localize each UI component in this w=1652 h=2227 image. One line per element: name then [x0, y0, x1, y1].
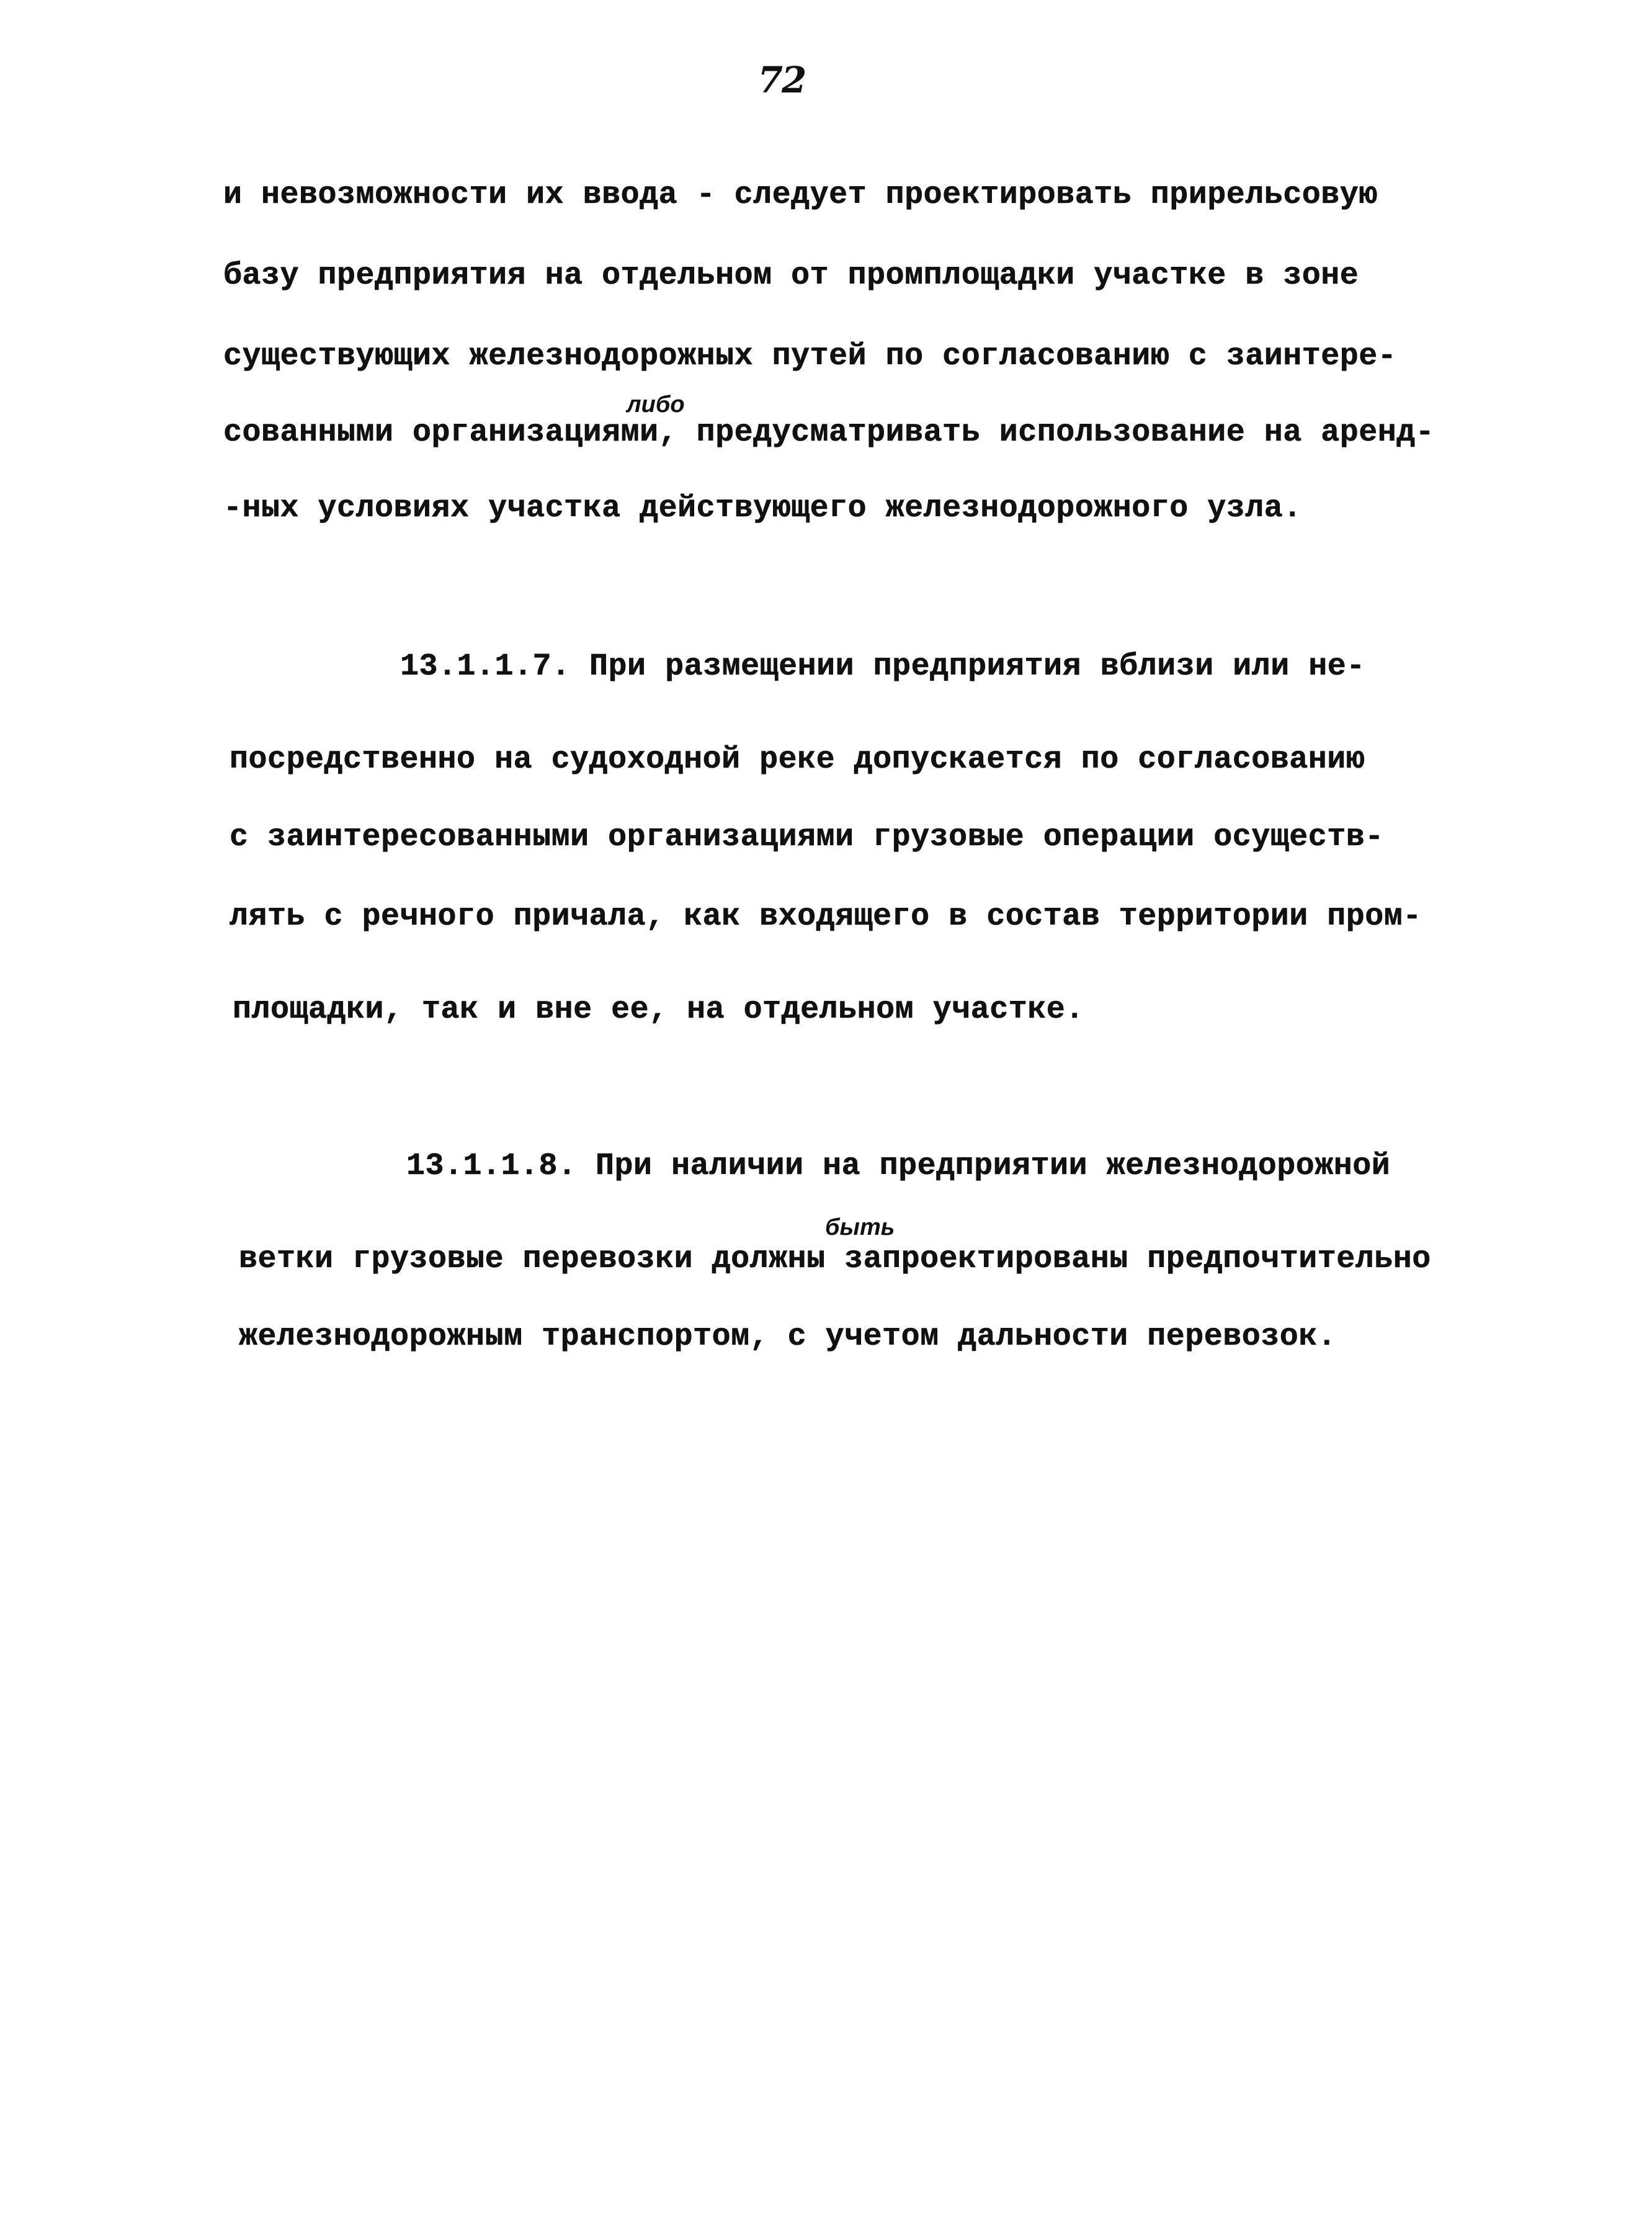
page-number: 72	[757, 59, 806, 101]
text-line-13: железнодорожным транспортом, с учетом дальности перевозок.	[239, 1319, 1337, 1355]
text-line-12: ветки грузовые перевозки должны запроектированы предпочтительно	[239, 1242, 1431, 1277]
handwritten-insert-libo: либо	[627, 392, 685, 418]
text-line-10: площадки, так и вне ее, на отдельном участке.	[233, 992, 1084, 1028]
text-line-1: и невозможности их ввода - следует проектировать прирельсовую	[223, 177, 1378, 213]
text-line-8: с заинтересованными организациями грузовые операции осуществ-	[230, 820, 1384, 855]
handwritten-insert-byt: быть	[825, 1214, 895, 1240]
text-line-9: лять с речного причала, как входящего в состав территории пром-	[230, 899, 1422, 934]
text-line-3: существующих железнодорожных путей по согласованию с заинтере-	[223, 339, 1397, 374]
text-line-4: сованными организациями, предусматривать использование на аренд-	[223, 415, 1435, 450]
text-line-7: посредственно на судоходной реке допускается по согласованию	[230, 742, 1365, 777]
text-line-5: -ных условиях участка действующего железнодорожного узла.	[223, 491, 1302, 526]
text-line-6: 13.1.1.7. При размещении предприятия вблизи или не-	[400, 649, 1365, 684]
text-line-2: базу предприятия на отдельном от промплощадки участке в зоне	[223, 258, 1359, 293]
text-line-11: 13.1.1.8. При наличии на предприятии железнодорожной	[406, 1149, 1391, 1184]
